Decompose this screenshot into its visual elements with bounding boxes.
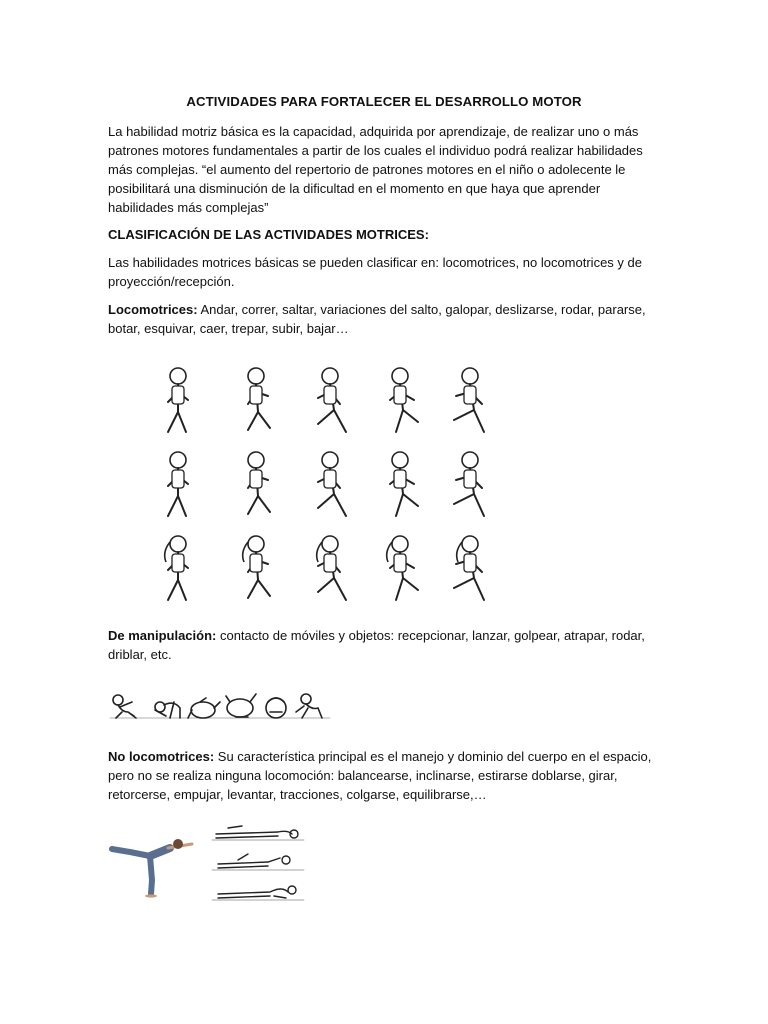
manipulacion-label: De manipulación: bbox=[108, 628, 217, 643]
locomotrices-label: Locomotrices: bbox=[108, 302, 198, 317]
lying-poses-drawing bbox=[208, 814, 308, 908]
figure-row1-pose5 bbox=[454, 368, 484, 432]
classification-heading: CLASIFICACIÓN DE LAS ACTIVIDADES MOTRICES: bbox=[108, 227, 429, 242]
manipulacion-text: contacto de móviles y objetos: recepcionar, lanzar, golpear, atrapar, rodar, driblar, etc. bbox=[108, 628, 645, 662]
figure-row1-pose4 bbox=[390, 368, 418, 432]
page-title: ACTIVIDADES PARA FORTALECER EL DESARROLLO MOTOR bbox=[186, 94, 582, 109]
locomotion-illustration bbox=[108, 350, 518, 608]
classification-paragraph: Las habilidades motrices básicas se pueden clasificar en: locomotrices, no locomotrices y de proyección/recepción. bbox=[108, 255, 642, 289]
locomotion-sequence-drawing bbox=[108, 350, 518, 608]
no-locomotrices-paragraph bbox=[108, 747, 668, 804]
figure-row3-pose5 bbox=[454, 536, 484, 600]
balance-pose-photo bbox=[106, 818, 198, 898]
figure-row1-pose3 bbox=[318, 368, 346, 432]
figure-row2-pose2 bbox=[248, 452, 270, 514]
figure-row3-pose4 bbox=[387, 536, 418, 600]
lying-poses-illustration bbox=[208, 814, 308, 908]
no-locomotrices-label: No locomotrices: bbox=[108, 749, 215, 764]
intro-paragraph: La habilidad motriz básica es la capacidad, adquirida por aprendizaje, de realizar uno o más patrones motores fundamentales a partir de los cuales el individuo podrá realizar habilidades más complejas. “el aumento del repertorio de patrones motores en el niño o adolecente le posibilitará una disminución de la dificultad en el momento en que haya que aprender habilidades más complejas” bbox=[108, 124, 643, 215]
rolling-sequence-drawing bbox=[108, 672, 333, 732]
figure-row1-pose1 bbox=[168, 368, 188, 432]
figure-row2-pose1 bbox=[168, 452, 188, 516]
locomotrices-text: Andar, correr, saltar, variaciones del salto, galopar, deslizarse, rodar, pararse, botar, esquivar, caer, trepar, subir, bajar… bbox=[108, 302, 646, 336]
figure-row1-pose2 bbox=[248, 368, 270, 430]
figure-row2-pose3 bbox=[318, 452, 346, 516]
manipulacion-paragraph bbox=[108, 626, 668, 664]
rolling-sequence-illustration bbox=[108, 672, 333, 732]
figure-row3-pose2 bbox=[243, 536, 270, 598]
figure-row3-pose3 bbox=[317, 536, 346, 600]
balance-pose-drawing bbox=[106, 818, 198, 898]
no-locomotrices-text: Su característica principal es el manejo y dominio del cuerpo en el espacio, pero no se realiza ninguna locomoción: balancearse, inclinarse, estirarse doblarse, girar, retorcerse, empujar, levantar, tracciones, colgarse, equilibrarse,… bbox=[108, 749, 652, 802]
figure-row2-pose4 bbox=[390, 452, 418, 516]
figure-row2-pose5 bbox=[454, 452, 484, 516]
locomotrices-paragraph bbox=[108, 300, 668, 338]
figure-row3-pose1 bbox=[165, 536, 188, 600]
